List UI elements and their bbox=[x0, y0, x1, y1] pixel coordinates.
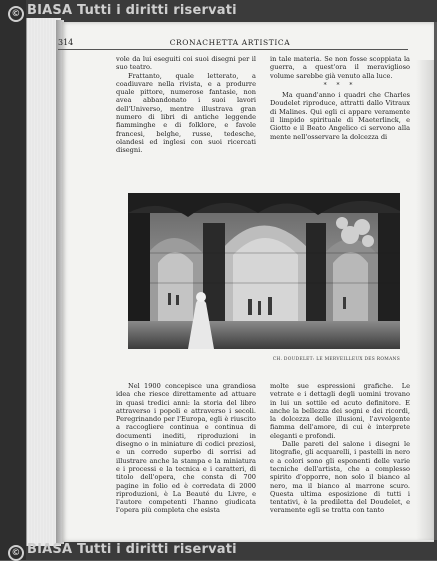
page-number: 314 bbox=[58, 38, 74, 47]
paragraph: Frattanto, quale letterato, a coadiuvare nella rivista, e a produrre quale pittore, numerose fantasie, non avea abbandonato i suoi lavori dell'Universo, mentre illustrava gran numero di libri di antiche leggende fiamminghe e di folklore, e favole francesi, belghe, russe, tedesche, olandesi ed inglesi con suoi ricercati disegni. bbox=[116, 71, 256, 155]
text-column-left-top bbox=[116, 55, 256, 155]
scan-border-left bbox=[0, 0, 26, 560]
watermark-text: BIASA Tutti i diritti riservati bbox=[27, 542, 237, 557]
illustration bbox=[128, 193, 400, 349]
page-fold-shadow bbox=[416, 60, 434, 540]
section-separator: * * * bbox=[323, 81, 357, 89]
text-column-right-top bbox=[270, 55, 410, 141]
text-column-left-bottom bbox=[116, 382, 256, 515]
paragraph: Dalle pareti del salone i disegni le litografie, gli acquarelli, i pastelli in nero e a colori sono gli esponenti delle varie tecniche dell'artista, che a complesso spirito d'opporre, non solo il bianco al nero, ma il bianco al marrone scuro. Questa ultima esposizione di tutti i tentativi, è la prediletta del Doudelet, e veramente egli se tratta con tanto bbox=[270, 440, 410, 515]
paragraph: Ma quand'anno i quadri che Charles Doudelet riproduce, attratti dallo Vitraux di Malines. Qui egli ci appare veramente il limpido spirituale di Maeterlinck, e Giotto e il Beato Angelico ci servono alla mente nell'osservare la dolcezza di bbox=[270, 91, 410, 141]
copyright-icon: © bbox=[8, 6, 24, 22]
paragraph: Nel 1900 concepisce una grandiosa idea che riesce direttamente ad attuare in quasi tredici anni: la storia del libro attraverso i popoli e attraverso i secoli. Peregrinando per l'Europa, egli è riuscito a raccogliere continua e continua di documenti inediti, riproduzioni in disegno o in miniature di codici preziosi, e un corredo superbo di sorrisi ad illustrare anche la stampa e la miniatura e i processi e la tecnica e i caratteri, di titolo dell'opera, che consta di 700 pagine in folio ed è corredata di 2000 riproduzioni, è La Beauté du Livre, e l'autore competenti l'hanno giudicata l'opera più completa che esista bbox=[116, 382, 256, 515]
copyright-icon: © bbox=[8, 545, 24, 561]
running-head: CRONACHETTA ARTISTICA bbox=[169, 38, 291, 47]
figure-caption: CH. DOUDELET: LE MERVEILLEUX DES ROMANS bbox=[272, 357, 400, 362]
paragraph: molte sue espressioni grafiche. Le vetrate e i dettagli degli uomini trovano in lui un sottile ed acuto definitore. E anche la bellezza dei sogni e dei ricordi, la dolcezza delle illusioni, l'avvolgente fiamma dell'amore, di cui è interprete eleganti e profondi. bbox=[270, 382, 410, 440]
header-rule bbox=[58, 49, 408, 50]
paragraph: in tale materia. Se non fosse scoppiata la guerra, a quest'ora il meraviglioso volume sarebbe già venuto alla luce. bbox=[270, 55, 410, 80]
illustration-drawing bbox=[128, 193, 400, 349]
watermark-bottom bbox=[8, 542, 237, 561]
text-column-right-bottom bbox=[270, 382, 410, 515]
watermark-text: BIASA Tutti i diritti riservati bbox=[27, 3, 237, 18]
paragraph: vole da lui eseguiti coi suoi disegni per il suo teatro. bbox=[116, 55, 256, 72]
